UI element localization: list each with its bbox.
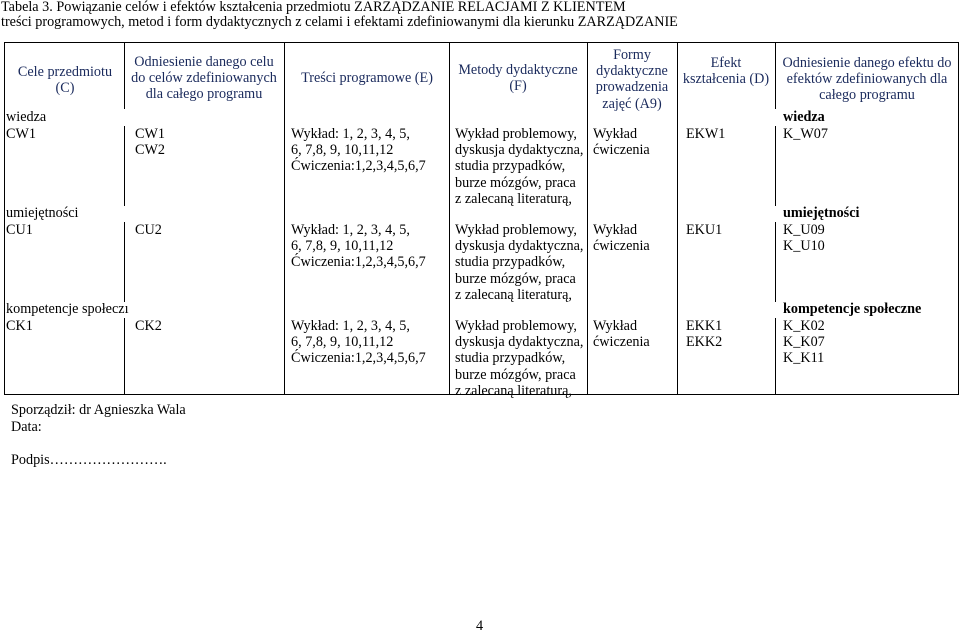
metody-line: studia przypadków, [455,254,566,271]
cel-cell: CK1 [6,318,33,334]
metody-line: Wykład problemowy, [455,126,577,142]
metody-line: z zalecaną literaturą, [455,190,572,207]
odniesienie-celu-cell [135,318,162,334]
formy-line: ćwiczenia [593,238,650,255]
section-label-umiejetnosci: umiejętności [6,205,79,221]
cel-cell: CW1 [6,126,36,142]
metody-line: studia przypadków, [455,158,566,175]
section-label-wiedza-right: wiedza [783,109,825,125]
metody-line: Wykład problemowy, [455,318,577,334]
column-divider [775,42,776,109]
page-number: 4 [476,618,484,634]
odniesienie-line: CW2 [135,142,165,159]
odniesienie-efektu-line: K_K11 [783,350,825,367]
header-metody: Metody dydaktyczne (F) [458,62,578,95]
odniesienie-celu-cell [135,222,162,238]
caption-line-2: treści programowych, metod i form dydaktycznych z celami i efektami zdefiniowanymi dla kierunku ZARZĄDZANIE [1,14,678,30]
formy-line: Wykład [593,318,638,334]
tresci-line: Ćwiczenia:1,2,3,4,5,6,7 [291,254,426,271]
column-divider [124,222,125,302]
caption-line-1: Tabela 3. Powiązanie celów i efektów kształcenia przedmiotu ZARZĄDZANIE RELACJAMI Z KLIENTEM [1,0,626,15]
efekt-cell [686,318,722,350]
column-divider [449,42,450,395]
efekt-line: EKK2 [686,334,723,351]
metody-line: dyskusja dydaktyczna, [455,334,584,351]
odniesienie-efektu-line: K_U09 [783,222,825,238]
tresci-line: Ćwiczenia:1,2,3,4,5,6,7 [291,350,426,367]
table-border-top [4,42,959,43]
efekt-cell [686,126,725,142]
efekt-line: EKW1 [686,126,726,142]
odniesienie-efektu-cell [783,318,825,367]
efekt-line: EKK1 [686,318,723,334]
column-divider [124,42,125,109]
metody-line: burze mózgów, praca [455,174,576,191]
metody-line: z zalecaną literaturą, [455,286,572,303]
metody-line: z zalecaną literaturą, [455,382,572,399]
formy-line: Wykład [593,222,638,238]
metody-cell [455,222,587,303]
header-odniesienie-efektu: Odniesienie danego efektu do efektów zdefiniowanych dla całego programu [782,55,952,104]
tresci-line: 6, 7,8, 9, 10,11,12 [291,334,394,351]
metody-line: dyskusja dydaktyczna, [455,142,584,159]
tresci-line: Wykład: 1, 2, 3, 4, 5, [291,318,410,334]
header-cele: Cele przedmiotu (C) [17,64,113,97]
tresci-cell [291,318,447,367]
metody-line: studia przypadków, [455,350,566,367]
footer-data: Data: [11,419,42,435]
odniesienie-efektu-line: K_K02 [783,318,825,334]
column-divider [124,318,125,395]
column-divider [4,42,5,395]
section-label-umiejetnosci-right: umiejętności [783,205,860,221]
metody-line: burze mózgów, praca [455,270,576,287]
odniesienie-efektu-line: K_U10 [783,238,825,255]
odniesienie-efektu-cell [783,222,825,254]
odniesienie-efektu-line: K_W07 [783,126,828,142]
tresci-cell [291,222,447,271]
column-divider [124,126,125,206]
column-divider [775,318,776,395]
odniesienie-efektu-line: K_K07 [783,334,825,351]
header-odniesienie-celu: Odniesienie danego celu do celów zdefiniowanych dla całego programu [131,54,277,103]
column-divider [775,126,776,206]
formy-cell [593,222,650,254]
column-divider [677,42,678,395]
section-label-kompetencje-right: kompetencje społeczne [783,301,922,317]
formy-line: ćwiczenia [593,142,650,159]
column-divider [284,42,285,395]
tresci-line: Ćwiczenia:1,2,3,4,5,6,7 [291,158,426,175]
column-divider [587,42,588,395]
efekt-cell [686,222,722,238]
metody-cell [455,318,587,399]
formy-cell [593,318,650,350]
header-formy: Formy dydaktyczne prowadzenia zajęć (A9) [595,47,669,112]
column-divider [775,222,776,302]
header-tresci: Treści programowe (E) [301,70,433,86]
header-efekt: Efekt kształcenia (D) [682,55,770,88]
table-caption [1,0,678,30]
odniesienie-line: CW1 [135,126,165,142]
odniesienie-line: CU2 [135,222,162,238]
metody-line: dyskusja dydaktyczna, [455,238,584,255]
cel-cell: CU1 [6,222,33,238]
metody-line: Wykład problemowy, [455,222,577,238]
tresci-line: Wykład: 1, 2, 3, 4, 5, [291,126,410,142]
efekt-line: EKU1 [686,222,723,238]
odniesienie-line: CK2 [135,318,162,334]
formy-line: ćwiczenia [593,334,650,351]
mapping-table [4,42,959,399]
section-label-kompetencje: kompetencje społeczı [6,301,129,317]
footer-podpis: Podpis……………………. [11,452,167,468]
tresci-line: 6, 7,8, 9, 10,11,12 [291,238,394,255]
metody-line: burze mózgów, praca [455,366,576,383]
tresci-line: 6, 7,8, 9, 10,11,12 [291,142,394,159]
odniesienie-efektu-cell [783,126,828,142]
section-label-wiedza: wiedza [6,109,47,125]
tresci-cell [291,126,447,175]
odniesienie-celu-cell [135,126,165,158]
tresci-line: Wykład: 1, 2, 3, 4, 5, [291,222,410,238]
formy-cell [593,126,650,158]
formy-line: Wykład [593,126,638,142]
footer-sporzadzil: Sporządził: dr Agnieszka Wala [11,402,186,418]
metody-cell [455,126,587,207]
